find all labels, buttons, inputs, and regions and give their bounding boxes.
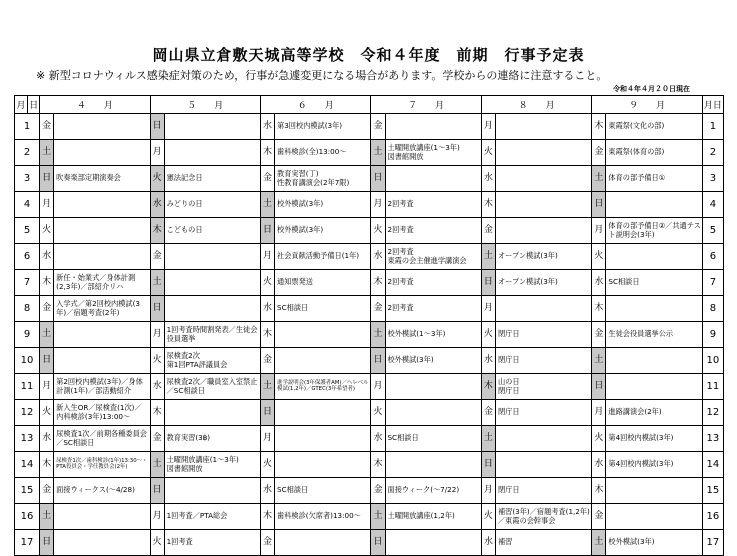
weekday-cell: 月 xyxy=(40,374,54,400)
weekday-cell: 木 xyxy=(481,374,495,400)
event-cell xyxy=(385,114,481,140)
month-header-july: ７ 月 xyxy=(371,96,481,114)
schedule-body xyxy=(15,114,724,556)
weekday-cell: 土 xyxy=(40,322,54,348)
day-number-right: 14 xyxy=(702,452,723,478)
event-cell: 閉庁日 xyxy=(495,322,591,348)
event-cell: 校外模試(1～3年) xyxy=(385,322,481,348)
weekday-cell: 土 xyxy=(371,140,385,166)
event-cell: 山の日 閉庁日 xyxy=(495,374,591,400)
event-cell: 社会貢献活動予備日(1年) xyxy=(275,244,371,270)
weekday-cell: 木 xyxy=(40,270,54,296)
event-cell: 尿検査1次／前期各種委員会／SC相談日 xyxy=(54,426,150,452)
weekday-cell: 月 xyxy=(592,218,606,244)
weekday-cell: 金 xyxy=(592,322,606,348)
event-cell: 補習 xyxy=(495,530,591,556)
day-number: 6 xyxy=(15,244,40,270)
weekday-cell: 日 xyxy=(371,348,385,374)
event-cell xyxy=(495,166,591,192)
weekday-cell: 木 xyxy=(40,452,54,478)
weekday-cell: 日 xyxy=(592,374,606,400)
day-number-right: 9 xyxy=(702,322,723,348)
table-row xyxy=(15,296,724,322)
event-cell xyxy=(275,322,371,348)
weekday-cell: 日 xyxy=(150,478,164,504)
table-row xyxy=(15,244,724,270)
event-cell xyxy=(54,218,150,244)
event-cell xyxy=(385,452,481,478)
table-row xyxy=(15,530,724,556)
day-number: 15 xyxy=(15,478,40,504)
weekday-cell: 日 xyxy=(40,348,54,374)
day-header: 日 xyxy=(28,96,40,114)
weekday-cell: 月 xyxy=(261,426,275,452)
weekday-cell: 水 xyxy=(261,114,275,140)
event-cell: 憲法記念日 xyxy=(164,166,260,192)
weekday-cell: 火 xyxy=(592,426,606,452)
weekday-cell: 土 xyxy=(261,192,275,218)
table-row xyxy=(15,322,724,348)
weekday-cell: 火 xyxy=(261,452,275,478)
weekday-cell: 土 xyxy=(371,322,385,348)
event-cell xyxy=(495,140,591,166)
event-cell: 入学式／第2回校内模試(3年)／宿題考査(2年) xyxy=(54,296,150,322)
month-header-june: ６ 月 xyxy=(261,96,371,114)
event-cell: 校外模試(3年) xyxy=(385,348,481,374)
event-cell: 第4回校内模試(3年) xyxy=(606,426,702,452)
covid-notice: ※ 新型コロナウィルス感染症対策のため，行事が急遽変更になる場合があります。学校からの連絡に注意すること。 xyxy=(36,69,608,82)
weekday-cell: 月 xyxy=(371,192,385,218)
day-number: 12 xyxy=(15,400,40,426)
event-cell: 2回考査 xyxy=(385,218,481,244)
day-number-right: 13 xyxy=(702,426,723,452)
weekday-cell: 日 xyxy=(261,400,275,426)
weekday-cell: 土 xyxy=(481,426,495,452)
event-cell: 通知票発送 xyxy=(275,270,371,296)
weekday-cell: 火 xyxy=(150,530,164,556)
weekday-cell: 月 xyxy=(371,374,385,400)
weekday-cell: 水 xyxy=(592,270,606,296)
weekday-cell: 日 xyxy=(371,530,385,556)
weekday-cell: 火 xyxy=(40,218,54,244)
event-cell: 面接ウィーク(～7/22) xyxy=(385,478,481,504)
weekday-cell: 水 xyxy=(150,374,164,400)
event-cell xyxy=(275,426,371,452)
schedule-table xyxy=(14,95,724,556)
weekday-cell: 土 xyxy=(371,504,385,530)
weekday-cell: 木 xyxy=(150,400,164,426)
event-cell xyxy=(54,322,150,348)
weekday-cell: 水 xyxy=(371,244,385,270)
day-number-right: 4 xyxy=(702,192,723,218)
event-cell xyxy=(606,374,702,400)
event-cell: 第3回校内模試(3年) xyxy=(275,114,371,140)
weekday-cell: 金 xyxy=(40,296,54,322)
table-row xyxy=(15,348,724,374)
day-number: 1 xyxy=(15,114,40,140)
table-row xyxy=(15,452,724,478)
weekday-cell: 水 xyxy=(150,192,164,218)
event-cell xyxy=(54,140,150,166)
header-row xyxy=(15,96,724,114)
event-cell: 尿検査2次／職員室入室禁止／SC相談日 xyxy=(164,374,260,400)
weekday-cell: 日 xyxy=(40,530,54,556)
event-cell: 土曜開放講座(1～3年) 図書館開放 xyxy=(164,452,260,478)
weekday-cell: 土 xyxy=(40,140,54,166)
page-title: 岡山県立倉敷天城高等学校 令和４年度 前期 行事予定表 xyxy=(152,46,585,64)
event-cell: 閉庁日 xyxy=(495,400,591,426)
table-row xyxy=(15,218,724,244)
weekday-cell: 火 xyxy=(261,270,275,296)
event-cell: 第2回校内模試(3年)／身体計測(1年)／部活動紹介 xyxy=(54,374,150,400)
day-number: 8 xyxy=(15,296,40,322)
weekday-cell: 土 xyxy=(40,504,54,530)
event-cell xyxy=(385,374,481,400)
day-number-right: 1 xyxy=(702,114,723,140)
event-cell: 校外模試(3年) xyxy=(606,530,702,556)
weekday-cell: 水 xyxy=(371,426,385,452)
event-cell: 進路講演会(2年) xyxy=(606,400,702,426)
event-cell xyxy=(275,400,371,426)
month-header-september: ９ 月 xyxy=(592,96,702,114)
day-number-right: 16 xyxy=(702,504,723,530)
weekday-cell: 木 xyxy=(592,478,606,504)
day-number-right: 8 xyxy=(702,296,723,322)
weekday-cell: 月 xyxy=(150,140,164,166)
weekday-cell: 日 xyxy=(150,296,164,322)
event-cell xyxy=(606,296,702,322)
event-cell xyxy=(606,244,702,270)
event-cell: 教育実習(丁) 性教育講演会(2年7限) xyxy=(275,166,371,192)
weekday-cell: 金 xyxy=(371,478,385,504)
table-row xyxy=(15,140,724,166)
event-cell xyxy=(495,114,591,140)
table-row xyxy=(15,374,724,400)
day-number: 10 xyxy=(15,348,40,374)
day-number: 14 xyxy=(15,452,40,478)
event-cell: 補習(3年)／宿題考査(1,2年)／東霞の会幹事会 xyxy=(495,504,591,530)
event-cell: SC相談日 xyxy=(385,426,481,452)
day-number-right: 3 xyxy=(702,166,723,192)
event-cell xyxy=(385,530,481,556)
event-cell xyxy=(606,348,702,374)
event-cell: 新入生OR／尿検査(1次)／内科検診(3年)13:00～ xyxy=(54,400,150,426)
weekday-cell: 金 xyxy=(592,504,606,530)
weekday-cell: 金 xyxy=(261,348,275,374)
weekday-cell: 日 xyxy=(481,270,495,296)
day-number-right: 15 xyxy=(702,478,723,504)
weekday-cell: 月 xyxy=(150,322,164,348)
weekday-cell: 月 xyxy=(481,114,495,140)
month-header-august: ８ 月 xyxy=(481,96,591,114)
event-cell: 土曜開放講座(1,2年) xyxy=(385,504,481,530)
weekday-cell: 月 xyxy=(481,478,495,504)
weekday-cell: 日 xyxy=(40,166,54,192)
table-row xyxy=(15,114,724,140)
event-cell: 体育の部予備日②／共通テスト説明会(3年) xyxy=(606,218,702,244)
weekday-cell: 木 xyxy=(150,218,164,244)
weekday-cell: 水 xyxy=(592,452,606,478)
weekday-cell: 水 xyxy=(481,530,495,556)
event-cell xyxy=(54,530,150,556)
table-row xyxy=(15,478,724,504)
event-cell xyxy=(606,478,702,504)
event-cell xyxy=(164,478,260,504)
table-row xyxy=(15,166,724,192)
event-cell: 教育実習(3฿) xyxy=(164,426,260,452)
day-number: 7 xyxy=(15,270,40,296)
day-number: 2 xyxy=(15,140,40,166)
day-number-right: 12 xyxy=(702,400,723,426)
weekday-cell: 金 xyxy=(481,218,495,244)
weekday-cell: 金 xyxy=(481,400,495,426)
weekday-cell: 金 xyxy=(371,296,385,322)
weekday-cell: 金 xyxy=(150,244,164,270)
weekday-cell: 火 xyxy=(40,400,54,426)
weekday-cell: 土 xyxy=(261,374,275,400)
weekday-cell: 日 xyxy=(261,218,275,244)
event-cell xyxy=(164,296,260,322)
weekday-cell: 水 xyxy=(40,426,54,452)
event-cell xyxy=(385,166,481,192)
weekday-cell: 金 xyxy=(40,478,54,504)
event-cell: 2回考査 xyxy=(385,192,481,218)
event-cell xyxy=(495,426,591,452)
event-cell: 第4回校内模試(3年) xyxy=(606,452,702,478)
table-row xyxy=(15,270,724,296)
weekday-cell: 火 xyxy=(371,400,385,426)
event-cell xyxy=(54,114,150,140)
event-cell: みどりの日 xyxy=(164,192,260,218)
weekday-cell: 月 xyxy=(261,244,275,270)
event-cell: 歯科検診(欠席者)13:00～ xyxy=(275,504,371,530)
event-cell xyxy=(164,140,260,166)
day-number: 5 xyxy=(15,218,40,244)
weekday-cell: 土 xyxy=(592,348,606,374)
weekday-cell: 土 xyxy=(592,166,606,192)
table-row xyxy=(15,426,724,452)
event-cell: 面接ウィークス(～4/28) xyxy=(54,478,150,504)
weekday-cell: 火 xyxy=(592,244,606,270)
weekday-cell: 火 xyxy=(481,504,495,530)
weekday-cell: 月 xyxy=(150,504,164,530)
event-cell: オープン模試(3年) xyxy=(495,244,591,270)
event-cell xyxy=(54,348,150,374)
weekday-cell: 日 xyxy=(481,452,495,478)
weekday-cell: 木 xyxy=(261,140,275,166)
event-cell: 吹奏楽部定期演奏会 xyxy=(54,166,150,192)
event-cell xyxy=(54,504,150,530)
event-cell: 2回考査 東霞の会主催進学講演会 xyxy=(385,244,481,270)
weekday-cell: 木 xyxy=(371,270,385,296)
event-cell: 1回考査時間割発表／生徒会役員選挙 xyxy=(164,322,260,348)
event-cell: 尿検査1次／歯科検診(1年)13:30～・PTA役員会・学任教員会(2年) xyxy=(54,452,150,478)
day-number: 13 xyxy=(15,426,40,452)
month-header-may: ５ 月 xyxy=(150,96,260,114)
day-number-right: 17 xyxy=(702,530,723,556)
weekday-cell: 金 xyxy=(150,426,164,452)
month-header-april: ４ 月 xyxy=(40,96,150,114)
event-cell: SC相談日 xyxy=(606,270,702,296)
weekday-cell: 金 xyxy=(261,166,275,192)
weekday-cell: 水 xyxy=(481,166,495,192)
event-cell xyxy=(606,504,702,530)
event-cell xyxy=(275,530,371,556)
weekday-cell: 木 xyxy=(371,452,385,478)
event-cell: 生徒会役員選挙公示 xyxy=(606,322,702,348)
day-number-right: 7 xyxy=(702,270,723,296)
event-cell: 尿検査2次 第1回PTA評議員会 xyxy=(164,348,260,374)
event-cell: 歯科検診(全)13:00～ xyxy=(275,140,371,166)
weekday-cell: 月 xyxy=(481,296,495,322)
weekday-cell: 木 xyxy=(481,192,495,218)
event-cell: SC相談日 xyxy=(275,478,371,504)
weekday-cell: 日 xyxy=(592,192,606,218)
event-cell xyxy=(385,400,481,426)
weekday-cell: 金 xyxy=(261,530,275,556)
event-cell: 閉庁日 xyxy=(495,348,591,374)
day-number: 4 xyxy=(15,192,40,218)
weekday-cell: 火 xyxy=(481,322,495,348)
weekday-cell: 火 xyxy=(150,348,164,374)
event-cell: こどもの日 xyxy=(164,218,260,244)
event-cell xyxy=(495,192,591,218)
month-header: 月 xyxy=(15,96,28,114)
day-number-right: 2 xyxy=(702,140,723,166)
event-cell xyxy=(495,218,591,244)
day-number: 9 xyxy=(15,322,40,348)
event-cell xyxy=(275,348,371,374)
event-cell: 進学説明会(3年保護者AM)／ヘレベル模試(1,2年)／GTEC(3年希望者) xyxy=(275,374,371,400)
event-cell xyxy=(54,192,150,218)
day-number: 3 xyxy=(15,166,40,192)
event-cell: 東霞祭(文化の部) xyxy=(606,114,702,140)
event-cell xyxy=(54,244,150,270)
table-row xyxy=(15,504,724,530)
weekday-cell: 水 xyxy=(261,478,275,504)
day-number: 17 xyxy=(15,530,40,556)
event-cell xyxy=(275,452,371,478)
weekday-cell: 土 xyxy=(481,244,495,270)
weekday-cell: 木 xyxy=(261,322,275,348)
weekday-cell: 金 xyxy=(371,114,385,140)
event-cell: 1回考査 xyxy=(164,530,260,556)
event-cell xyxy=(164,270,260,296)
event-cell: 1回考査／PTA総会 xyxy=(164,504,260,530)
weekday-cell: 月 xyxy=(592,400,606,426)
event-cell: 2回考査 xyxy=(385,296,481,322)
weekday-cell: 火 xyxy=(150,166,164,192)
weekday-cell: 土 xyxy=(150,452,164,478)
event-cell: 閉庁日 xyxy=(495,478,591,504)
table-row xyxy=(15,192,724,218)
weekday-cell: 木 xyxy=(592,114,606,140)
event-cell: 東霞祭(体育の部) xyxy=(606,140,702,166)
weekday-cell: 木 xyxy=(261,504,275,530)
weekday-cell: 日 xyxy=(371,166,385,192)
event-cell: オープン模試(3年) xyxy=(495,270,591,296)
weekday-cell: 火 xyxy=(371,218,385,244)
event-cell: SC相談日 xyxy=(275,296,371,322)
weekday-cell: 金 xyxy=(592,140,606,166)
weekday-cell: 土 xyxy=(150,270,164,296)
event-cell: 体育の部予備日① xyxy=(606,166,702,192)
weekday-cell: 水 xyxy=(40,244,54,270)
weekday-cell: 水 xyxy=(481,348,495,374)
event-cell xyxy=(495,296,591,322)
weekday-cell: 水 xyxy=(261,296,275,322)
day-number-right: 6 xyxy=(702,244,723,270)
event-cell: 校外模試(3年) xyxy=(275,192,371,218)
end-header: 月日 xyxy=(702,96,723,114)
event-cell xyxy=(164,400,260,426)
as-of-date: 令和４年４月２０日現在 xyxy=(613,85,690,93)
event-cell xyxy=(164,114,260,140)
day-number-right: 5 xyxy=(702,218,723,244)
day-number: 11 xyxy=(15,374,40,400)
event-cell: 土曜開放講座(1～3年) 図書館開放 xyxy=(385,140,481,166)
day-number: 16 xyxy=(15,504,40,530)
weekday-cell: 土 xyxy=(592,530,606,556)
event-cell: 2回考査 xyxy=(385,270,481,296)
event-cell: 校外模試(3年) xyxy=(275,218,371,244)
weekday-cell: 金 xyxy=(40,114,54,140)
weekday-cell: 日 xyxy=(150,114,164,140)
day-number-right: 10 xyxy=(702,348,723,374)
event-cell: 新任・始業式／身体計測(2,3年)／部紹介リハ xyxy=(54,270,150,296)
weekday-cell: 木 xyxy=(592,296,606,322)
event-cell xyxy=(495,452,591,478)
event-cell xyxy=(606,192,702,218)
weekday-cell: 火 xyxy=(481,140,495,166)
event-cell xyxy=(164,244,260,270)
day-number-right: 11 xyxy=(702,374,723,400)
table-row xyxy=(15,400,724,426)
weekday-cell: 月 xyxy=(40,192,54,218)
